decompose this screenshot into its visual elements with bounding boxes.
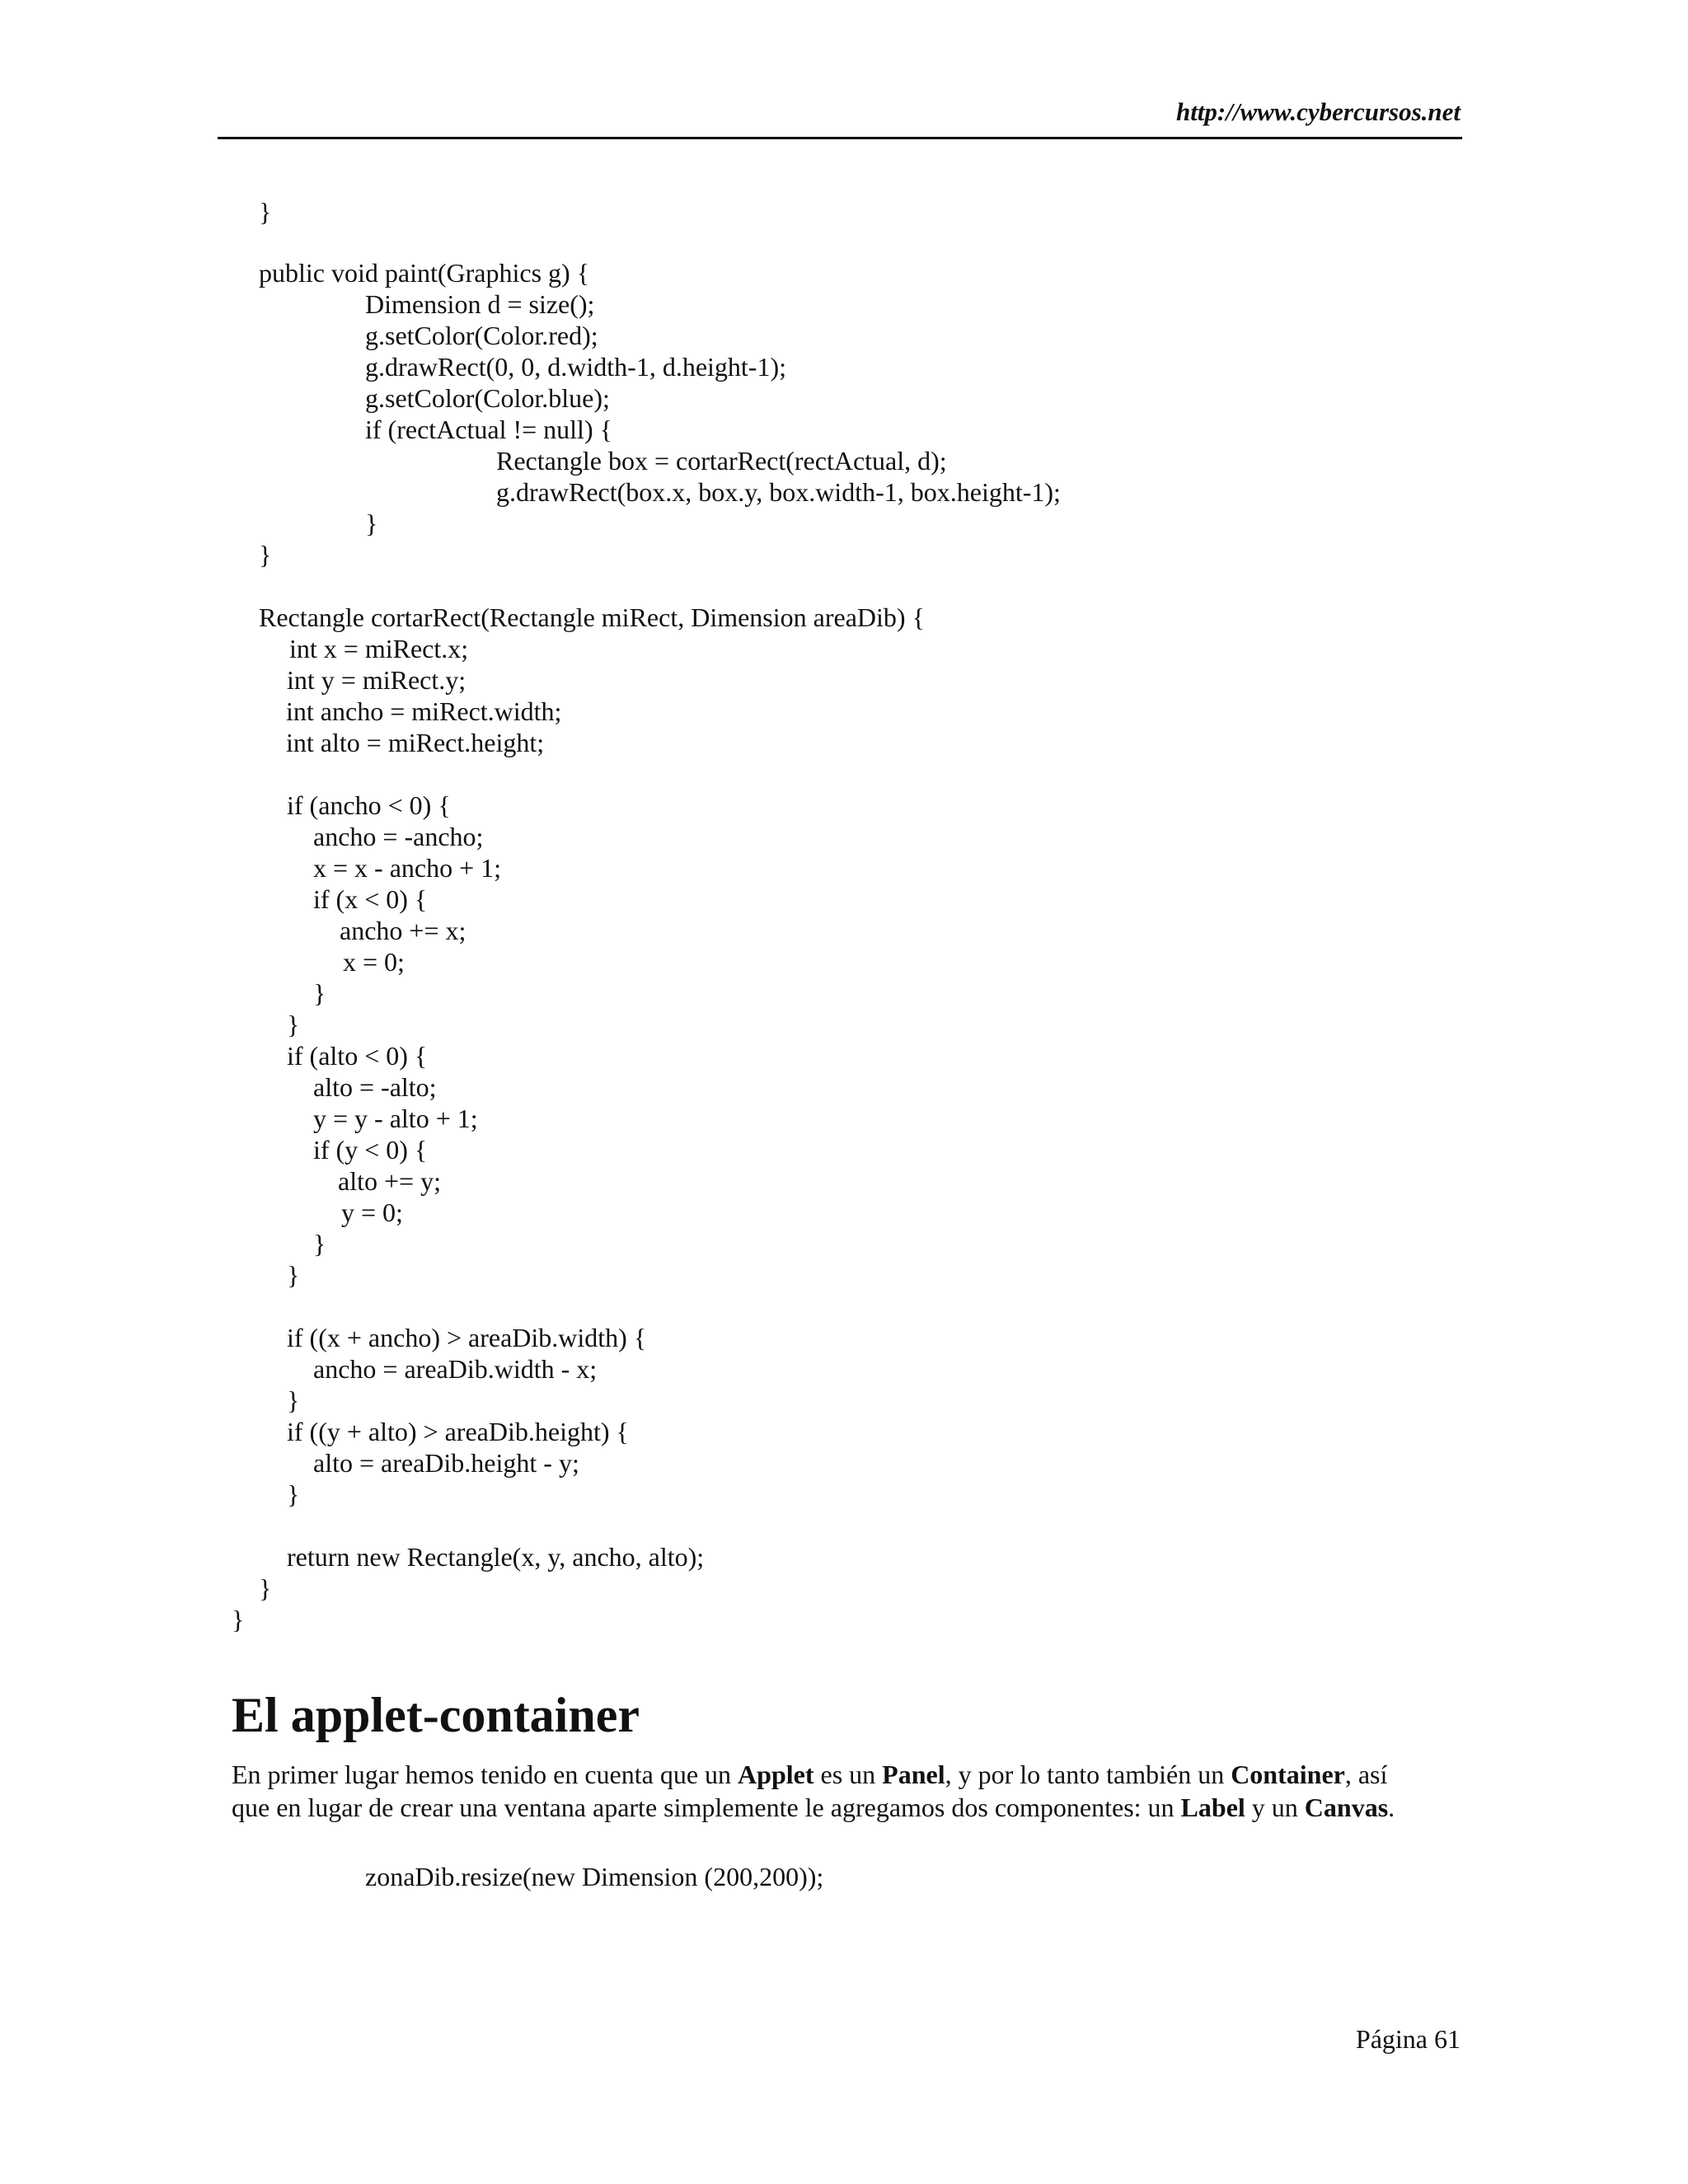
header-rule bbox=[218, 137, 1462, 139]
code-line: y = 0; bbox=[341, 1197, 403, 1227]
text-run: que en lugar de crear una ventana aparte simplemente le agregamos dos componentes: un bbox=[232, 1793, 1181, 1822]
code-line: } bbox=[259, 197, 272, 227]
text-run: , y por lo tanto también un bbox=[945, 1760, 1231, 1789]
code-line: int ancho = miRect.width; bbox=[286, 696, 562, 726]
text-run: En primer lugar hemos tenido en cuenta que un bbox=[232, 1760, 738, 1789]
code-line: } bbox=[313, 978, 326, 1008]
code-line: if (y < 0) { bbox=[313, 1135, 428, 1165]
code-line: ancho = areaDib.width - x; bbox=[313, 1354, 598, 1384]
code-line: } bbox=[287, 1385, 300, 1415]
code-line: public void paint(Graphics g) { bbox=[259, 258, 590, 288]
code-line: Rectangle cortarRect(Rectangle miRect, Dimension areaDib) { bbox=[259, 602, 925, 632]
text-run: y un bbox=[1245, 1793, 1305, 1822]
code-line: if (alto < 0) { bbox=[287, 1041, 428, 1071]
page-header-url: http://www.cybercursos.net bbox=[1175, 97, 1461, 126]
code-line: int x = miRect.x; bbox=[289, 634, 469, 663]
code-line: if ((y + alto) > areaDib.height) { bbox=[287, 1417, 629, 1446]
code-snippet: zonaDib.resize(new Dimension (200,200)); bbox=[365, 1862, 824, 1891]
code-line: x = 0; bbox=[343, 947, 405, 977]
code-line: } bbox=[287, 1010, 300, 1039]
code-line: g.setColor(Color.red); bbox=[365, 321, 598, 350]
code-line: if (x < 0) { bbox=[313, 884, 428, 914]
code-line: } bbox=[259, 540, 272, 569]
code-line: g.drawRect(box.x, box.y, box.width-1, box.height-1); bbox=[496, 477, 1061, 507]
code-line: g.drawRect(0, 0, d.width-1, d.height-1); bbox=[365, 352, 786, 382]
code-line: return new Rectangle(x, y, ancho, alto); bbox=[287, 1542, 705, 1572]
code-line: if (rectActual != null) { bbox=[365, 415, 612, 444]
code-line: g.setColor(Color.blue); bbox=[365, 383, 610, 413]
code-line: } bbox=[313, 1229, 326, 1258]
text-run: es un bbox=[814, 1760, 883, 1789]
bold-term-container: Container bbox=[1231, 1760, 1345, 1789]
bold-term-canvas: Canvas bbox=[1304, 1793, 1389, 1822]
code-line: alto = areaDib.height - y; bbox=[313, 1448, 579, 1478]
code-line: y = y - alto + 1; bbox=[313, 1104, 478, 1133]
bold-term-label: Label bbox=[1180, 1793, 1245, 1822]
code-line: ancho = -ancho; bbox=[313, 822, 484, 851]
code-line: Rectangle box = cortarRect(rectActual, d); bbox=[496, 446, 947, 476]
text-run: , así bbox=[1344, 1760, 1388, 1789]
code-line: ancho += x; bbox=[340, 916, 467, 945]
body-paragraph-line bbox=[232, 1792, 1468, 1823]
code-line: } bbox=[259, 1573, 272, 1603]
code-line: } bbox=[287, 1479, 300, 1509]
code-line: int alto = miRect.height; bbox=[286, 728, 545, 757]
bold-term-panel: Panel bbox=[882, 1760, 945, 1789]
section-title: El applet-container bbox=[232, 1688, 640, 1742]
code-line: } bbox=[365, 509, 378, 538]
bold-term-applet: Applet bbox=[738, 1760, 814, 1789]
body-paragraph-line bbox=[232, 1759, 1468, 1790]
code-line: if (ancho < 0) { bbox=[287, 790, 451, 820]
code-line: Dimension d = size(); bbox=[365, 289, 595, 319]
code-line: alto = -alto; bbox=[313, 1072, 437, 1102]
code-line: if ((x + ancho) > areaDib.width) { bbox=[287, 1323, 647, 1352]
code-line: } bbox=[287, 1260, 300, 1290]
page-number: Página 61 bbox=[1355, 2024, 1461, 2054]
code-line: x = x - ancho + 1; bbox=[313, 853, 502, 883]
code-line: alto += y; bbox=[338, 1166, 441, 1196]
text-run: . bbox=[1388, 1793, 1395, 1822]
code-line: } bbox=[232, 1605, 245, 1634]
code-line: int y = miRect.y; bbox=[287, 665, 467, 695]
